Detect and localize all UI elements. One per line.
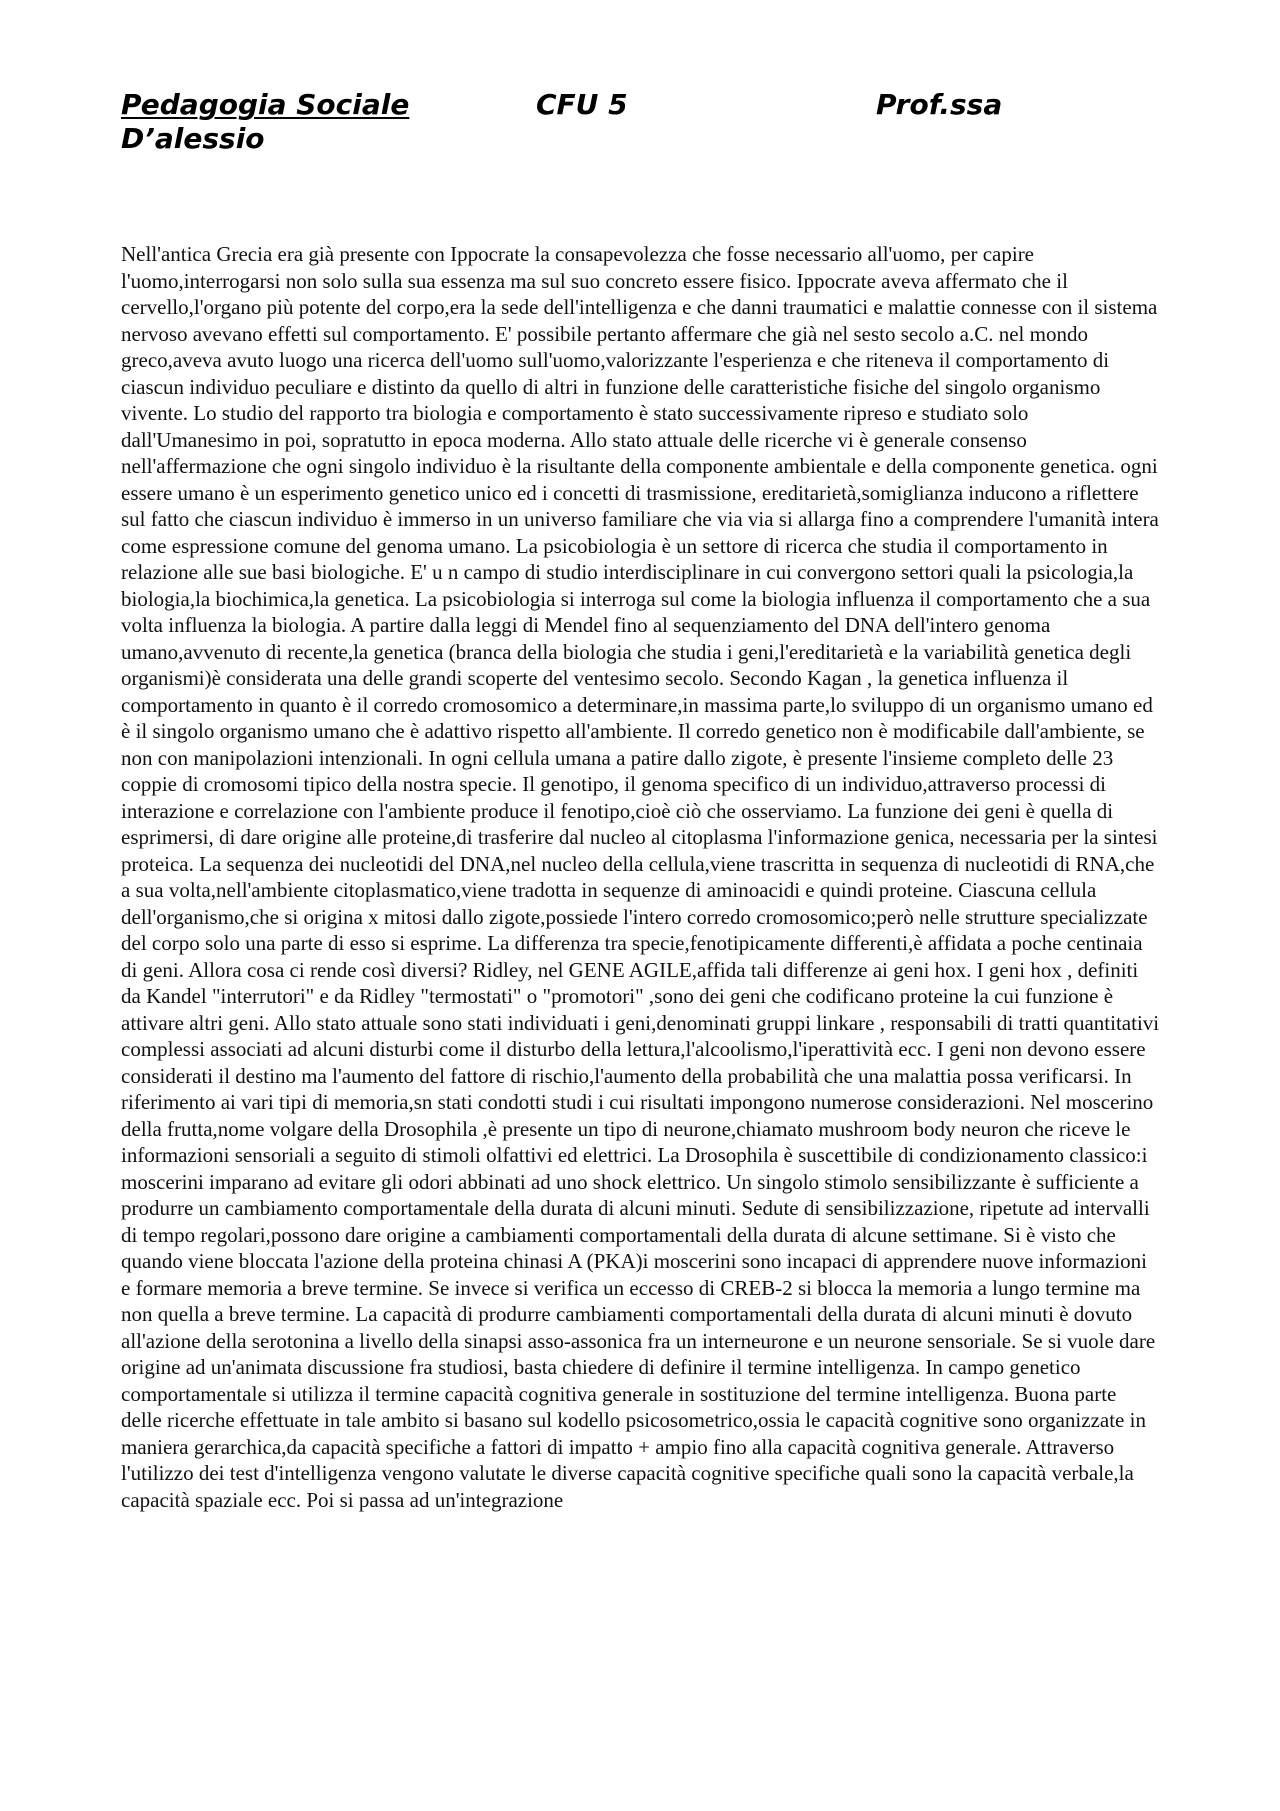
professor-title: Prof.ssa <box>876 88 1003 121</box>
professor-name: D’alessio <box>121 122 265 155</box>
document-header <box>121 88 1121 156</box>
header-line <box>121 88 1121 122</box>
body-paragraph: Nell'antica Grecia era già presente con Ippocrate la consapevolezza che fosse necessario all'uomo, per capire l'uomo,interrogarsi non solo sulla sua essenza ma sul suo concreto essere fisico. Ippocrate aveva affermato che il cervello,l'organo più potente del corpo,era la sede dell'intelligenza e che danni traumatici e malattie connesse con il sistema nervoso avevano effetti sul comportamento. E' possibile pertanto affermare che già nel sesto secolo a.C. nel mondo greco,aveva avuto luogo una ricerca dell'uomo sull'uomo,valorizzante l'esperienza e che riteneva il comportamento di ciascun individuo peculiare e distinto da quello di altri in funzione delle caratteristiche fisiche del singolo organismo vivente. Lo studio del rapporto tra biologia e comportamento è stato successivamente ripreso e studiato solo dall'Umanesimo in poi, sopratutto in epoca moderna. Allo stato attuale delle ricerche vi è generale consenso nell'affermazione che ogni singolo individuo è la risultante della componente ambientale e della componente genetica. ogni essere umano è un esperimento genetico unico ed i concetti di trasmissione, ereditarietà,somiglianza inducono a riflettere sul fatto che ciascun individuo è immerso in un universo familiare che via via si allarga fino a comprendere l'umanità intera come espressione comune del genoma umano. La psicobiologia è un settore di ricerca che studia il comportamento in relazione alle sue basi biologiche. E' u n campo di studio interdisciplinare in cui convergono settori quali la psicologia,la biologia,la biochimica,la genetica. La psicobiologia si interroga sul come la biologia influenza il comportamento che a sua volta influenza la biologia. A partire dalla leggi di Mendel fino al sequenziamento del DNA dell'intero genoma umano,avvenuto di recente,la genetica (branca della biologia che studia i geni,l'ereditarietà e la variabilità genetica degli organismi)è considerata una delle grandi scoperte del ventesimo secolo. Secondo Kagan , la genetica influenza il comportamento in quanto è il corredo cromosomico a determinare,in massima parte,lo sviluppo di un organismo umano ed è il singolo organismo umano che è adattivo rispetto all'ambiente. Il corredo genetico non è modificabile dall'ambiente, se non con manipolazioni intenzionali. In ogni cellula umana a patire dallo zigote, è presente l'insieme completo delle 23 coppie di cromosomi tipico della nostra specie. Il genotipo, il genoma specifico di un individuo,attraverso processi di interazione e correlazione con l'ambiente produce il fenotipo,cioè ciò che osserviamo. La funzione dei geni è quella di esprimersi, di dare origine alle proteine,di trasferire dal nucleo al citoplasma l'informazione genica, necessaria per la sintesi proteica. La sequenza dei nucleotidi del DNA,nel nucleo della cellula,viene trascritta in sequenza di nucleotidi di RNA,che a sua volta,nell'ambiente citoplasmatico,viene tradotta in sequenze di aminoacidi e quindi proteine. Ciascuna cellula dell'organismo,che si origina x mitosi dallo zigote,possiede l'intero corredo cromosomico;però nelle strutture specializzate del corpo solo una parte di esso si esprime. La differenza tra specie,fenotipicamente differenti,è affidata a poche centinaia di geni. Allora cosa ci rende così diversi? Ridley, nel GENE AGILE,affida tali differenze ai geni hox. I geni hox , definiti da Kandel "interrutori" e da Ridley "termostati" o "promotori" ,sono dei geni che codificano proteine la cui funzione è attivare altri geni. Allo stato attuale sono stati individuati i geni,denominati gruppi linkare , responsabili di tratti quantitativi complessi associati ad alcuni disturbi come il disturbo della lettura,l'alcoolismo,l'iperattività ecc. I geni non devono essere considerati il destino ma l'aumento del fattore di rischio,l'aumento della probabilità che una malattia possa verificarsi. In riferimento ai vari tipi di memoria,sn stati condotti studi i cui risultati impongono numerose considerazioni. Nel moscerino della frutta,nome volgare della Drosophila ,è presente un tipo di neurone,chiamato mushroom body neuron che riceve le informazioni sensoriali a seguito di stimoli olfattivi ed elettrici. La Drosophila è suscettibile di condizionamento classico:i moscerini imparano ad evitare gli odori abbinati ad uno shock elettrico. Un singolo stimolo sensibilizzante è sufficiente a produrre un cambiamento comportamentale della durata di alcuni minuti. Sedute di sensibilizzazione, ripetute ad intervalli di tempo regolari,possono dare origine a cambiamenti comportamentali della durata di alcune settimane. Si è visto che quando viene bloccata l'azione della proteina chinasi A (PKA)i moscerini sono incapaci di apprendere nuove informazioni e formare memoria a breve termine. Se invece si verifica un eccesso di CREB-2 si blocca la memoria a lungo termine ma non quella a breve termine. La capacità di produrre cambiamenti comportamentali della durata di alcuni minuti è dovuto all'azione della serotonina a livello della sinapsi asso-assonica fra un interneurone e un neurone sensoriale. Se si vuole dare origine ad un'animata discussione fra studiosi, basta chiedere di definire il termine intelligenza. In campo genetico comportamentale si utilizza il termine capacità cognitiva generale in sostituzione del termine intelligenza. Buona parte delle ricerche effettuate in tale ambito si basano sul kodello psicosometrico,ossia le capacità cognitive sono organizzate in maniera gerarchica,da capacità specifiche a fattori di impatto + ampio fino alla capacità cognitiva generale. Attraverso l'utilizzo dei test d'intelligenza vengono valutate le diverse capacità cognitive specifiche quali sono la capacità verbale,la capacità spaziale ecc. Poi si passa ad un'integrazione <box>121 242 1160 1512</box>
course-credits: CFU 5 <box>536 88 628 121</box>
course-title: Pedagogia Sociale <box>121 88 410 121</box>
